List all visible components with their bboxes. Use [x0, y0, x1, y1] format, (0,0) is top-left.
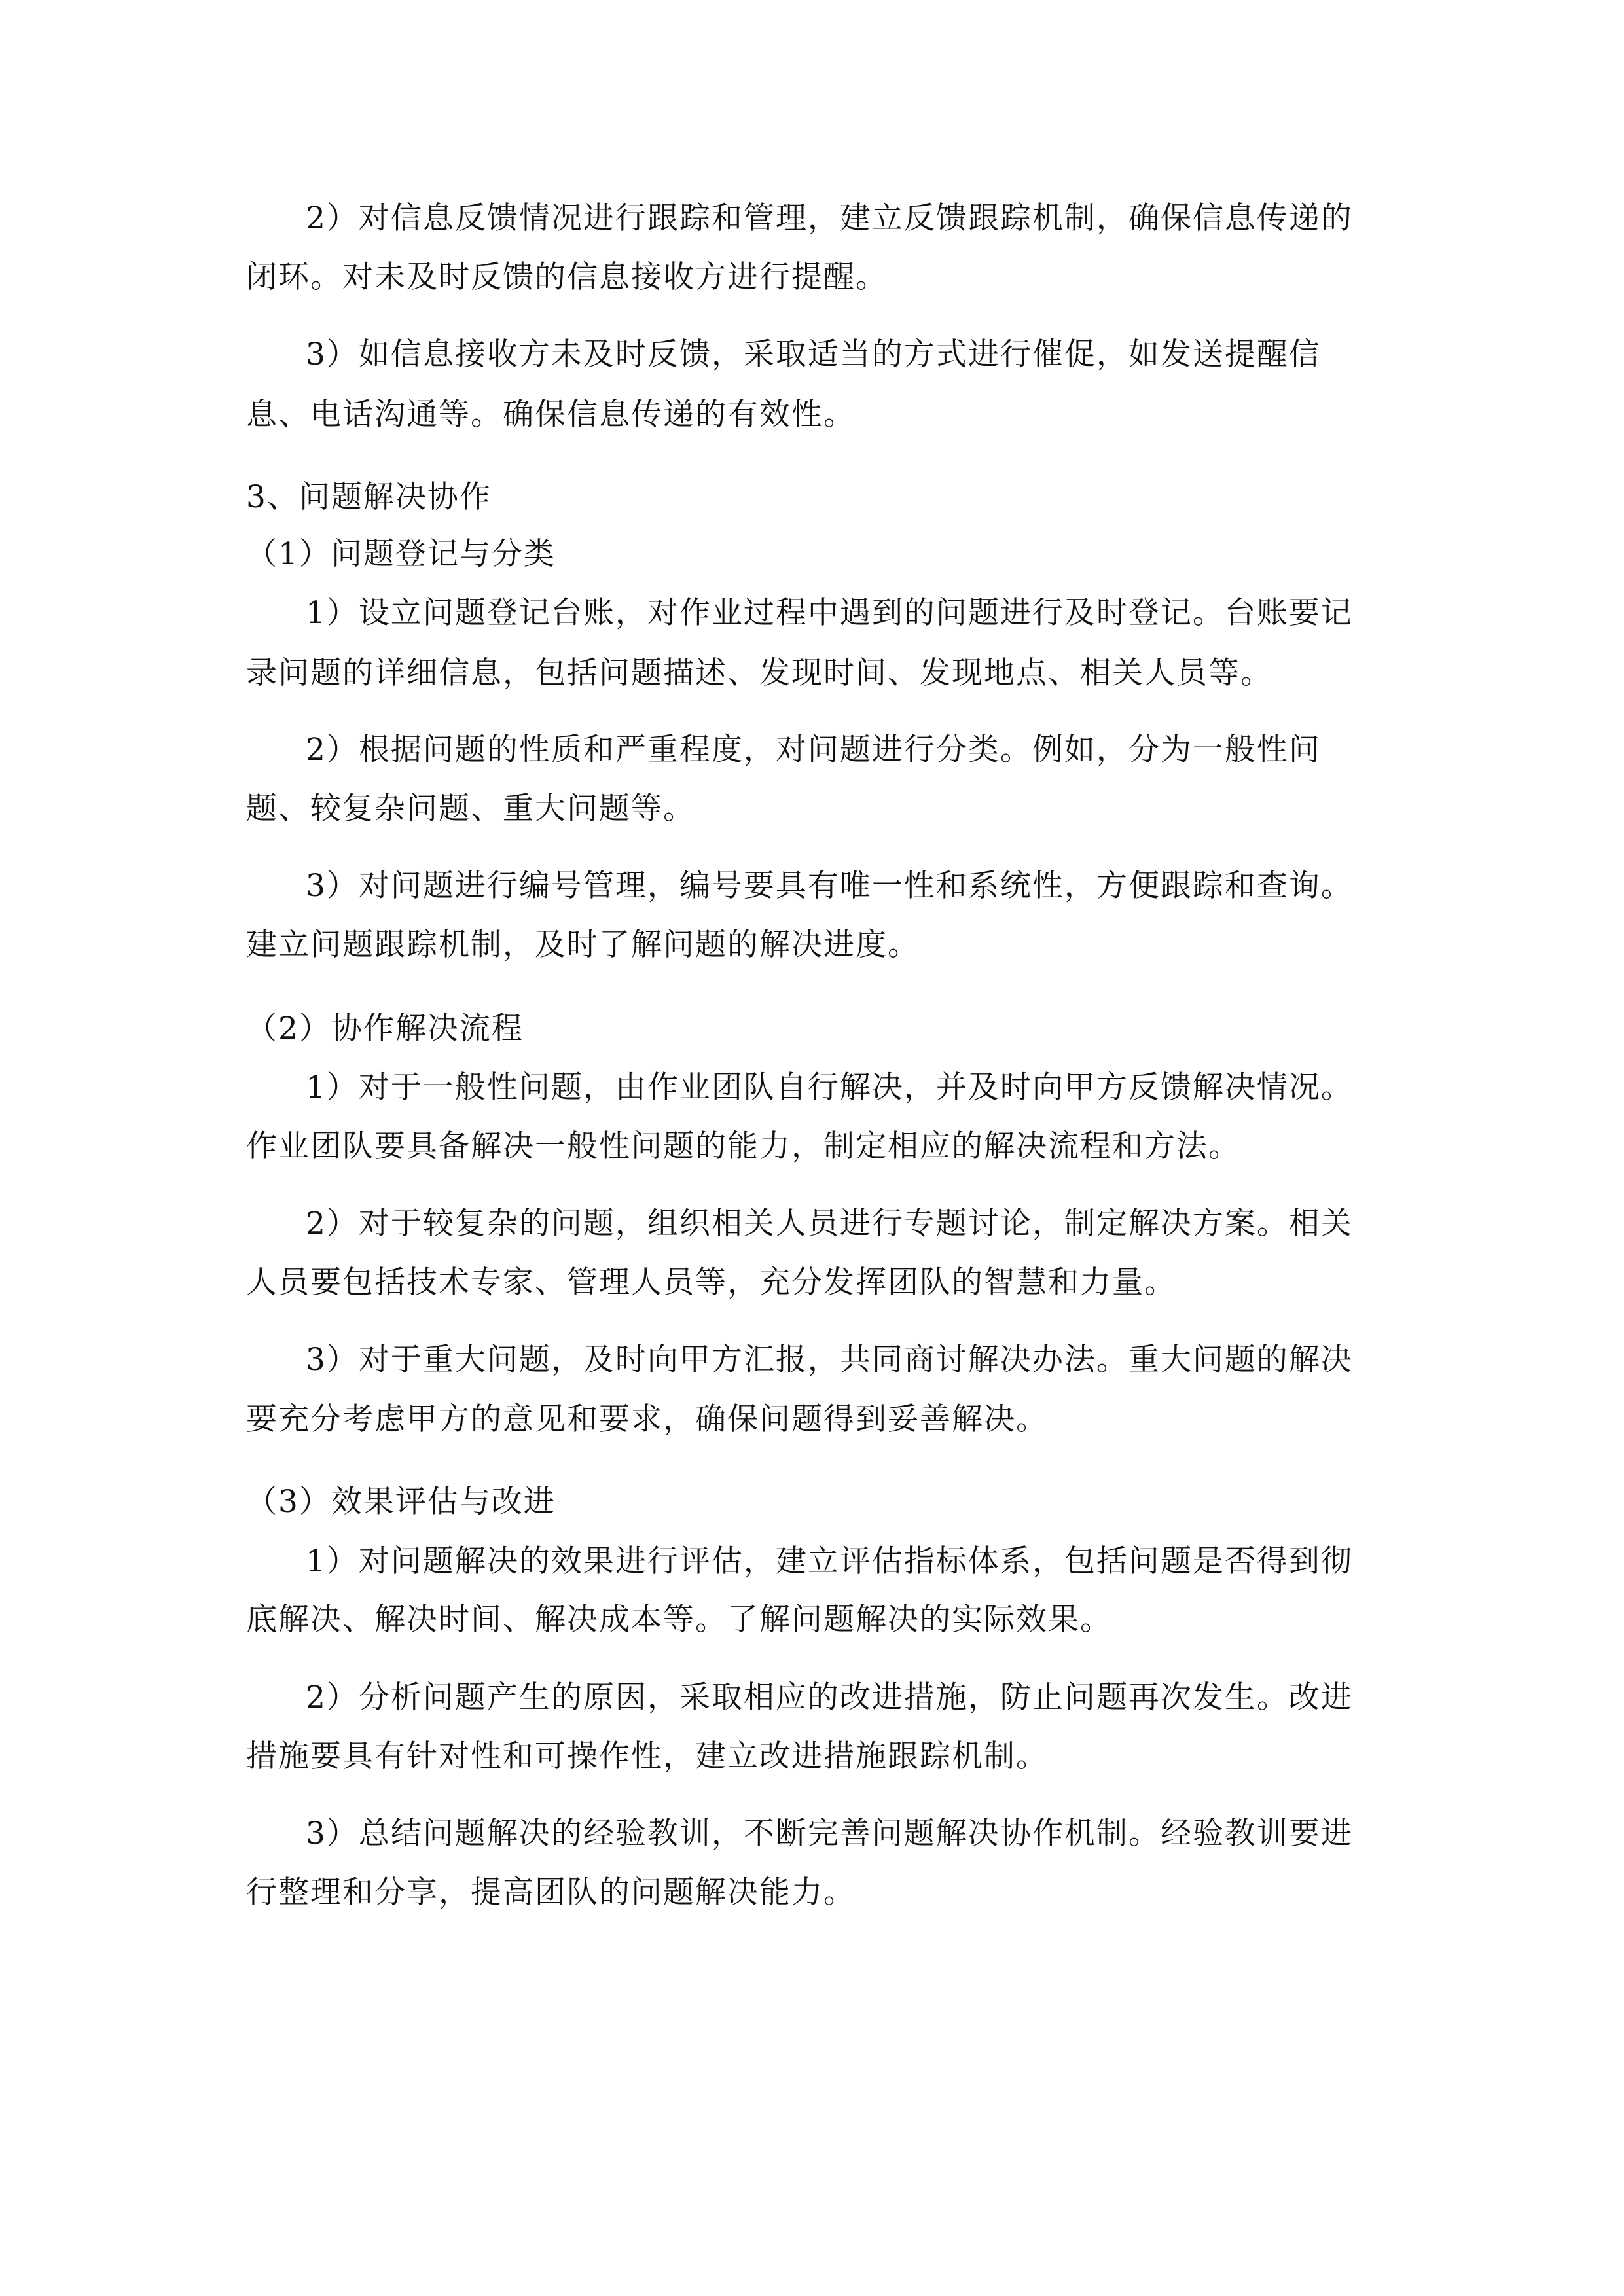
paragraph-line: 行整理和分享，提高团队的问题解决能力。 [246, 1874, 856, 1910]
paragraph-line: 建立问题跟踪机制，及时了解问题的解决进度。 [246, 927, 920, 963]
paragraph-line: 题、较复杂问题、重大问题等。 [246, 791, 695, 827]
paragraph-line: 1）对问题解决的效果进行评估，建立评估指标体系，包括问题是否得到彻 [306, 1543, 1353, 1579]
paragraph-line: 1）对于一般性问题，由作业团队自行解决，并及时向甲方反馈解决情况。 [306, 1069, 1353, 1105]
paragraph-line: 3）对问题进行编号管理，编号要具有唯一性和系统性，方便跟踪和查询。 [306, 868, 1353, 904]
paragraph-line: 2）对于较复杂的问题，组织相关人员进行专题讨论，制定解决方案。相关 [306, 1206, 1353, 1242]
paragraph-line: 录问题的详细信息，包括问题描述、发现时间、发现地点、相关人员等。 [246, 655, 1272, 691]
paragraph-line: 息、电话沟通等。确保信息传递的有效性。 [246, 397, 856, 433]
paragraph-line: 1）设立问题登记台账，对作业过程中遇到的问题进行及时登记。台账要记 [306, 595, 1353, 631]
subsection-heading: （1）问题登记与分类 [246, 536, 556, 572]
paragraph-line: 3）对于重大问题，及时向甲方汇报，共同商讨解决办法。重大问题的解决 [306, 1342, 1353, 1378]
paragraph-line: 2）分析问题产生的原因，采取相应的改进措施，防止问题再次发生。改进 [306, 1679, 1353, 1715]
paragraph-line: 作业团队要具备解决一般性问题的能力，制定相应的解决流程和方法。 [246, 1128, 1240, 1164]
paragraph-line: 措施要具有针对性和可操作性，建立改进措施跟踪机制。 [246, 1738, 1048, 1774]
subsection-heading: （3）效果评估与改进 [246, 1484, 556, 1520]
paragraph-line: 2）根据问题的性质和严重程度，对问题进行分类。例如，分为一般性问 [306, 732, 1321, 768]
paragraph-line: 要充分考虑甲方的意见和要求，确保问题得到妥善解决。 [246, 1401, 1048, 1437]
subsection-heading: （2）协作解决流程 [246, 1011, 524, 1047]
paragraph-line: 3）总结问题解决的经验教训，不断完善问题解决协作机制。经验教训要进 [306, 1816, 1353, 1852]
paragraph-line: 底解决、解决时间、解决成本等。了解问题解决的实际效果。 [246, 1602, 1112, 1638]
paragraph-line: 3）如信息接收方未及时反馈，采取适当的方式进行催促，如发送提醒信 [306, 336, 1321, 372]
section-heading: 3、问题解决协作 [246, 479, 492, 515]
paragraph-line: 2）对信息反馈情况进行跟踪和管理，建立反馈跟踪机制，确保信息传递的 [306, 200, 1353, 236]
paragraph-line: 人员要包括技术专家、管理人员等，充分发挥团队的智慧和力量。 [246, 1265, 1176, 1300]
paragraph-line: 闭环。对未及时反馈的信息接收方进行提醒。 [246, 259, 888, 295]
